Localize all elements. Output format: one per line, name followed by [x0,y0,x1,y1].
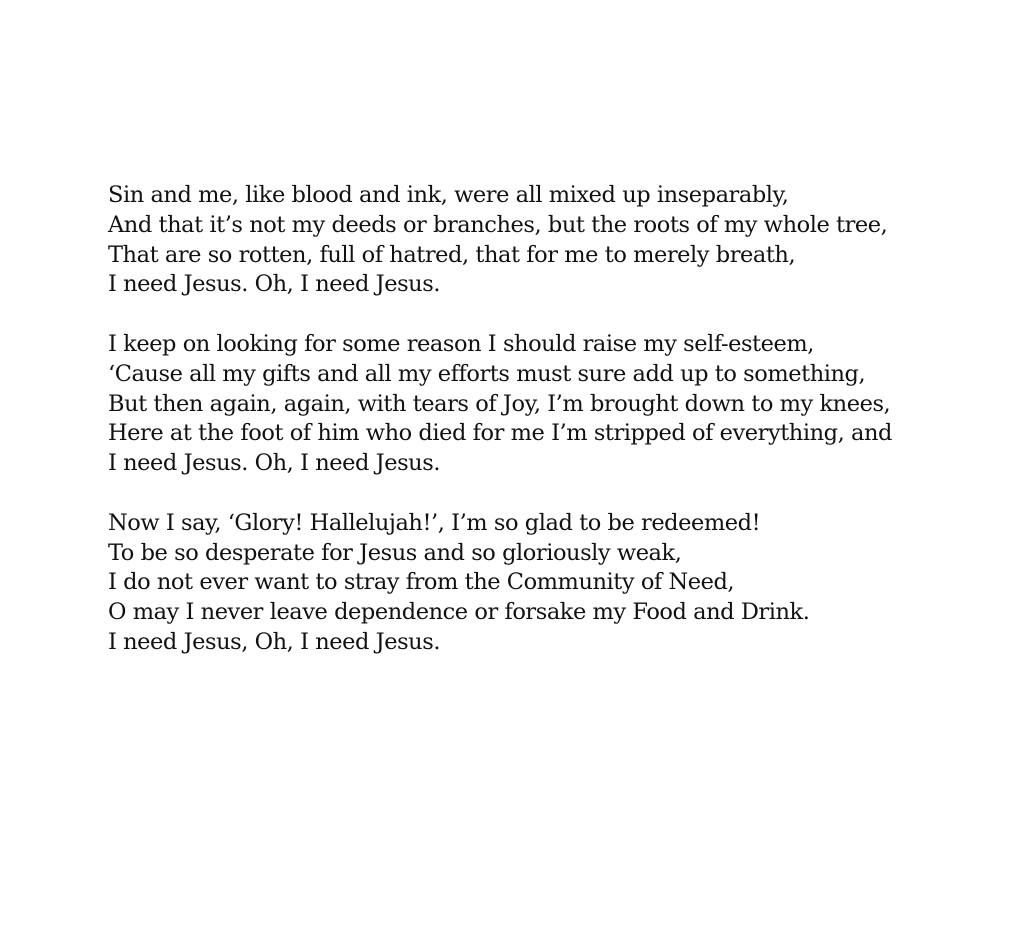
stanza-1 [108,181,1008,300]
poem-line: And that it’s not my deeds or branches, but the roots of my whole tree, [108,211,888,238]
stanza-3 [108,509,1008,658]
poem-line: I need Jesus, Oh, I need Jesus. [108,628,441,655]
poem-line: But then again, again, with tears of Joy, I’m brought down to my knees, [108,390,891,417]
poem-line: That are so rotten, full of hatred, that for me to merely breath, [108,241,796,268]
poem-text [108,181,1008,688]
poem-line: I need Jesus. Oh, I need Jesus. [108,450,441,477]
poem-line: To be so desperate for Jesus and so gloriously weak, [108,539,682,566]
poem-line: Now I say, ‘Glory! Hallelujah!’, I’m so glad to be redeemed! [108,509,761,536]
poem-line: I do not ever want to stray from the Community of Need, [108,569,735,596]
poem-line: I keep on looking for some reason I should raise my self-esteem, [108,330,814,357]
poem-line: Here at the foot of him who died for me I’m stripped of everything, and [108,420,892,447]
stanza-2 [108,330,1008,479]
poem-line: Sin and me, like blood and ink, were all mixed up inseparably, [108,182,789,208]
poem-line: O may I never leave dependence or forsake my Food and Drink. [108,599,810,626]
poem-line: ‘Cause all my gifts and all my efforts must sure add up to something, [108,360,866,387]
poem-line: I need Jesus. Oh, I need Jesus. [108,271,441,298]
